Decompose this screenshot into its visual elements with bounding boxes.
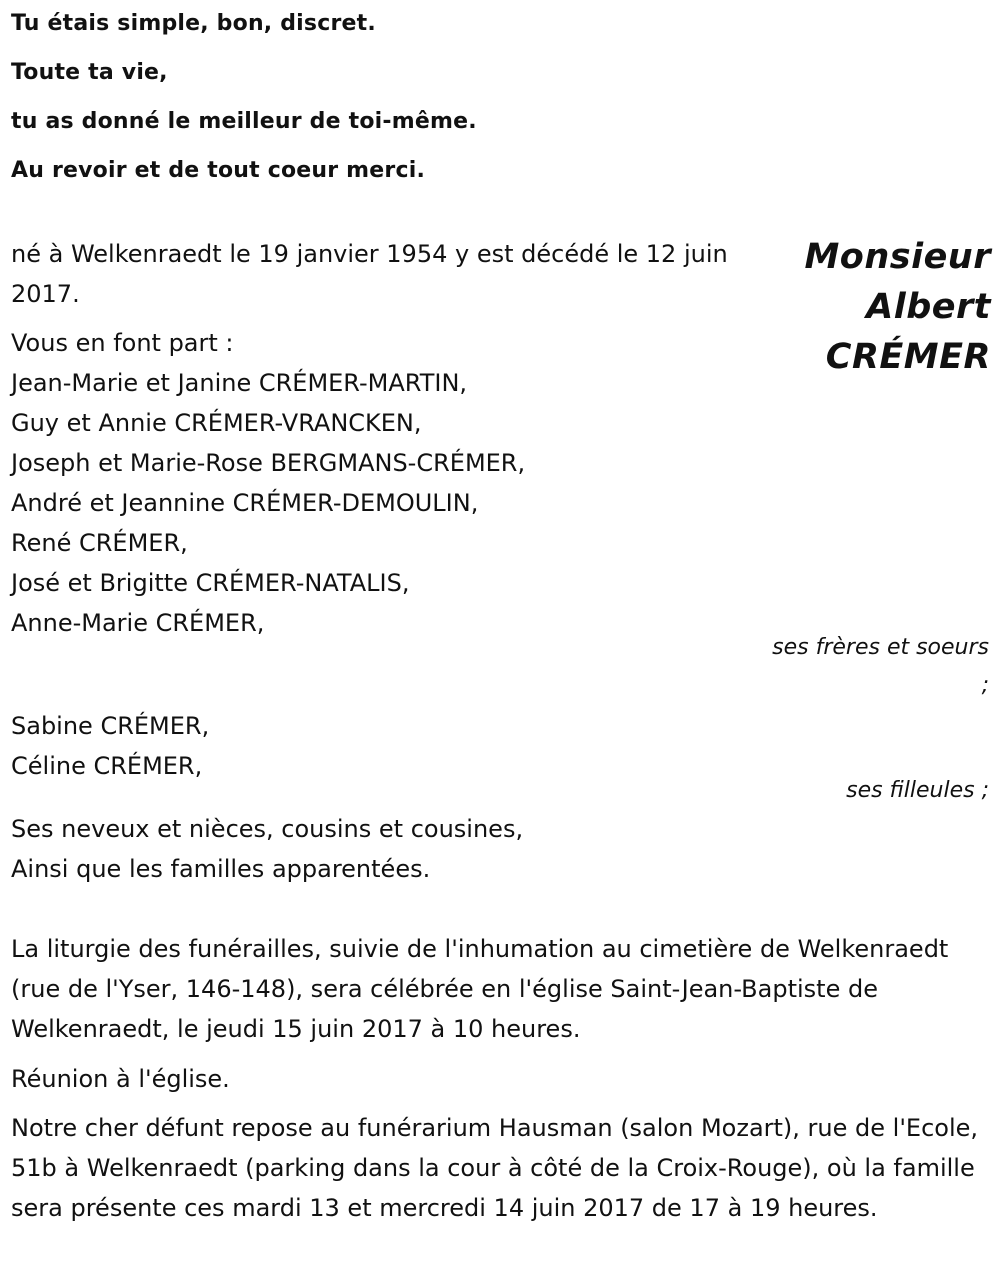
sibling-entry: André et Jeannine CRÉMER-DEMOULIN, <box>11 489 479 517</box>
other-relatives-line: Ses neveux et nièces, cousins et cousines, <box>11 815 524 843</box>
sibling-entry: Guy et Annie CRÉMER-VRANCKEN, <box>11 409 422 437</box>
poem-line: Au revoir et de tout coeur merci. <box>11 158 425 183</box>
other-relatives-line: Ainsi que les familles apparentées. <box>11 855 431 883</box>
funeral-home-text: Notre cher défunt repose au funérarium Hausman (salon Mozart), rue de l'Ecole, 51b à Welkenraedt (parking dans la cour à côté de la Croix-Rouge), où la famille sera présente ces mardi 13 et mercredi 14 juin 2017 de 17 à 19 heures. <box>11 1114 979 1222</box>
meeting-info <box>11 1059 741 1099</box>
deceased-name <box>731 232 991 382</box>
goddaughter-entry: Sabine CRÉMER, <box>11 712 210 740</box>
family-list <box>11 323 741 643</box>
funeral-text: La liturgie des funérailles, suivie de l'inhumation au cimetière de Welkenraedt (rue de l'Yser, 146-148), sera célébrée en l'église Saint-Jean-Baptiste de Welkenraedt, le jeudi 15 juin 2017 à 10 heures. <box>11 935 949 1043</box>
sibling-entry: Joseph et Marie-Rose BERGMANS-CRÉMER, <box>11 449 526 477</box>
goddaughter-entry: Céline CRÉMER, <box>11 752 203 780</box>
sibling-entry: Anne-Marie CRÉMER, <box>11 609 265 637</box>
poem-line: Tu étais simple, bon, discret. <box>11 11 376 36</box>
siblings-role-punct: ; <box>981 673 989 698</box>
announce-intro: Vous en font part : <box>11 329 234 357</box>
birth-death-info <box>11 234 741 314</box>
sibling-entry: José et Brigitte CRÉMER-NATALIS, <box>11 569 410 597</box>
funeral-home-info <box>11 1108 986 1228</box>
meeting-text: Réunion à l'église. <box>11 1065 230 1093</box>
poem-line: tu as donné le meilleur de toi-même. <box>11 109 477 134</box>
goddaughters-list <box>11 706 741 786</box>
sibling-entry: René CRÉMER, <box>11 529 188 557</box>
deceased-last-name: CRÉMER <box>825 337 991 377</box>
poem-line: Toute ta vie, <box>11 60 168 85</box>
goddaughters-role-label: ses filleules ; <box>846 778 989 803</box>
poem <box>11 8 711 187</box>
funeral-info <box>11 929 971 1049</box>
birth-death-text: né à Welkenraedt le 19 janvier 1954 y est décédé le 12 juin 2017. <box>11 240 728 308</box>
deceased-first-name: Albert <box>866 287 991 327</box>
deceased-title: Monsieur <box>804 237 991 277</box>
other-relatives <box>11 809 741 889</box>
siblings-role-label: ses frères et soeurs <box>772 635 989 660</box>
sibling-entry: Jean-Marie et Janine CRÉMER-MARTIN, <box>11 369 468 397</box>
